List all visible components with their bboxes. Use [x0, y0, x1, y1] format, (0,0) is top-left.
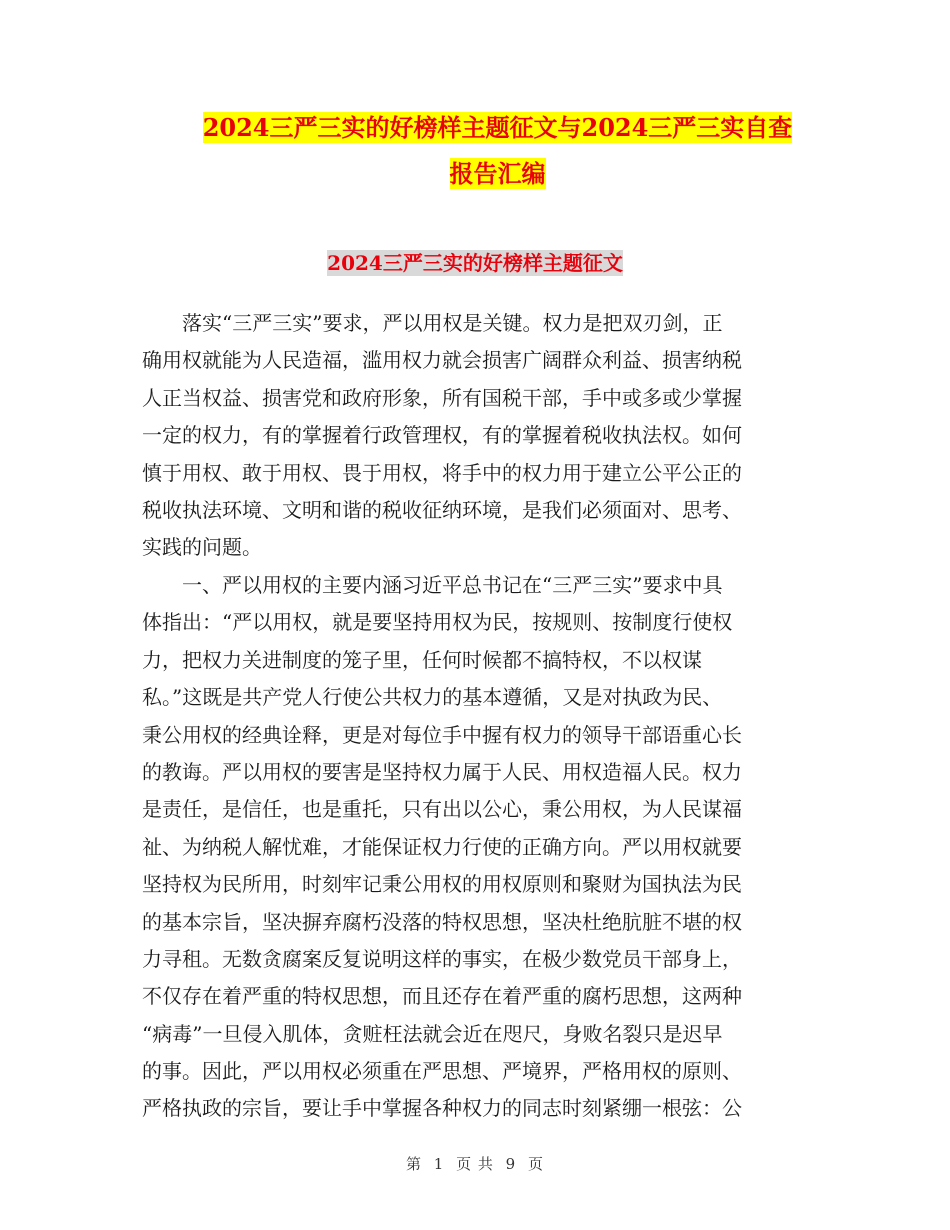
section-heading — [0, 248, 950, 278]
paragraph-line: 秉公用权的经典诠释，更是对每位手中握有权力的领导干部语重心长 — [142, 722, 742, 747]
section-heading-text: 2024三严三实的好榜样主题征文 — [327, 251, 623, 275]
paragraph-line: 慎于用权、敢于用权、畏于用权，将手中的权力用于建立公平公正的 — [142, 460, 742, 485]
footer-middle: 页 共 — [456, 1155, 494, 1173]
page-footer — [0, 1153, 950, 1174]
paragraph-line: 是责任，是信任，也是重托，只有出以公心，秉公用权，为人民谋福 — [142, 797, 742, 822]
paragraph-line: 落实“三严三实”要求，严以用权是关键。权力是把双刃剑，正 — [142, 311, 723, 335]
document-title-text-2: 报告汇编 — [449, 159, 546, 188]
paragraph-line: 一定的权力，有的掌握着行政管理权，有的掌握着税收执法权。如何 — [142, 423, 742, 448]
paragraph-line: 实践的问题。 — [142, 535, 262, 560]
paragraph-line: 体指出：“严以用权，就是要坚持用权为民，按规则、按制度行使权 — [142, 610, 733, 635]
footer-prefix: 第 — [405, 1155, 422, 1173]
document-title-text-1: 2024三严三实的好榜样主题征文与2024三严三实自查 — [202, 113, 793, 142]
paragraph-line: 坚持权为民所用，时刻牢记秉公用权的用权原则和聚财为国执法为民 — [142, 872, 742, 897]
paragraph-line: 的教诲。严以用权的要害是坚持权力属于人民、用权造福人民。权力 — [142, 759, 742, 784]
paragraph-line: 力寻租。无数贪腐案反复说明这样的事实，在极少数党员干部身上， — [142, 946, 742, 971]
paragraph-2 — [142, 567, 806, 1128]
paragraph-line: 确用权就能为人民造福，滥用权力就会损害广阔群众利益、损害纳税 — [142, 348, 742, 373]
paragraph-line: 税收执法环境、文明和谐的税收征纳环境，是我们必须面对、思考、 — [142, 497, 742, 522]
paragraph-line: 力，把权力关进制度的笼子里，任何时候都不搞特权，不以权谋 — [142, 647, 702, 672]
paragraph-line: “病毒”一旦侵入肌体，贪赃枉法就会近在咫尺，身败名裂只是迟早 — [142, 1021, 723, 1046]
paragraph-line: 人正当权益、损害党和政府形象，所有国税干部，手中或多或少掌握 — [142, 385, 742, 410]
paragraph-1 — [142, 305, 806, 567]
paragraph-line: 严格执政的宗旨，要让手中掌握各种权力的同志时刻紧绷一根弦：公 — [142, 1096, 742, 1121]
paragraph-line: 的事。因此，严以用权必须重在严思想、严境界，严格用权的原则、 — [142, 1059, 742, 1084]
paragraph-line: 的基本宗旨，坚决摒弃腐朽没落的特权思想，坚决杜绝肮脏不堪的权 — [142, 909, 742, 934]
footer-total-pages: 9 — [505, 1155, 517, 1173]
footer-suffix: 页 — [528, 1155, 545, 1173]
paragraph-line: 不仅存在着严重的特权思想，而且还存在着严重的腐朽思想，这两种 — [142, 984, 742, 1009]
paragraph-line: 祉、为纳税人解忧难，才能保证权力行使的正确方向。严以用权就要 — [142, 834, 742, 859]
footer-page-number: 1 — [433, 1155, 445, 1173]
paragraph-line: 一、严以用权的主要内涵习近平总书记在“三严三实”要求中具 — [142, 573, 723, 597]
paragraph-line: 私。”这既是共产党人行使公共权力的基本遵循，又是对执政为民、 — [142, 685, 723, 710]
document-title-line-1 — [0, 110, 950, 146]
document-title-line-2 — [0, 156, 950, 192]
